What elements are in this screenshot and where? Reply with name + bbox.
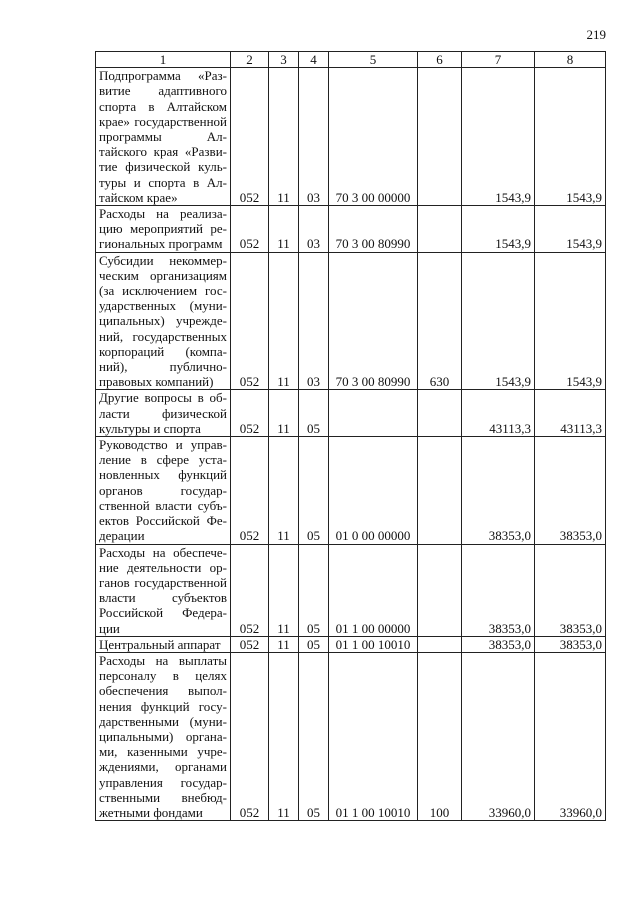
column-header: 6	[418, 52, 462, 68]
amount-col-8: 1543,9	[535, 252, 606, 390]
column-header: 5	[329, 52, 418, 68]
amount-col-7: 1543,9	[462, 68, 535, 206]
section-code: 11	[269, 652, 299, 820]
target-article-code: 70 3 00 00000	[329, 68, 418, 206]
target-article-code: 70 3 00 80990	[329, 252, 418, 390]
subsection-code: 03	[299, 68, 329, 206]
table-row	[96, 652, 606, 820]
amount-col-8: 38353,0	[535, 437, 606, 544]
section-code: 11	[269, 390, 299, 437]
row-name: Субсидии некоммерческим организациям (за исключением государственных (муниципальных) учреждений, государственных корпораций (компаний), публично-правовых компаний)	[96, 252, 231, 390]
expense-type-code	[418, 437, 462, 544]
target-article-code: 01 1 00 00000	[329, 544, 418, 636]
budget-table	[95, 51, 606, 821]
amount-col-8: 1543,9	[535, 206, 606, 253]
header-row	[96, 52, 606, 68]
amount-col-7: 1543,9	[462, 252, 535, 390]
expense-type-code: 100	[418, 652, 462, 820]
table-row	[96, 544, 606, 636]
section-code: 11	[269, 252, 299, 390]
table-row	[96, 636, 606, 652]
expense-type-code	[418, 68, 462, 206]
subsection-code: 05	[299, 636, 329, 652]
grbs-code: 052	[231, 206, 269, 253]
grbs-code: 052	[231, 544, 269, 636]
amount-col-7: 1543,9	[462, 206, 535, 253]
amount-col-7: 38353,0	[462, 636, 535, 652]
section-code: 11	[269, 636, 299, 652]
expense-type-code	[418, 544, 462, 636]
grbs-code: 052	[231, 252, 269, 390]
column-header: 8	[535, 52, 606, 68]
grbs-code: 052	[231, 437, 269, 544]
column-header: 7	[462, 52, 535, 68]
amount-col-7: 33960,0	[462, 652, 535, 820]
row-name: Руководство и управление в сфере установленных функций органов государственной власти субъектов Российской Федерации	[96, 437, 231, 544]
subsection-code: 05	[299, 544, 329, 636]
row-name: Подпрограмма «Развитие адаптивного спорта в Алтайском крае» государственной программы Алтайского края «Развитие физической культуры и спорта в Алтайском крае»	[96, 68, 231, 206]
amount-col-7: 43113,3	[462, 390, 535, 437]
grbs-code: 052	[231, 636, 269, 652]
amount-col-8: 43113,3	[535, 390, 606, 437]
subsection-code: 03	[299, 206, 329, 253]
section-code: 11	[269, 437, 299, 544]
table-row	[96, 252, 606, 390]
table-row	[96, 390, 606, 437]
column-header: 4	[299, 52, 329, 68]
expense-type-code	[418, 390, 462, 437]
page-number: 219	[586, 27, 606, 42]
subsection-code: 05	[299, 390, 329, 437]
target-article-code: 01 1 00 10010	[329, 636, 418, 652]
row-name: Расходы на обеспечение деятельности органов государственной власти субъектов Российской Федерации	[96, 544, 231, 636]
amount-col-8: 38353,0	[535, 544, 606, 636]
row-name: Другие вопросы в области физической культуры и спорта	[96, 390, 231, 437]
table-row	[96, 437, 606, 544]
section-code: 11	[269, 68, 299, 206]
grbs-code: 052	[231, 68, 269, 206]
target-article-code: 01 1 00 10010	[329, 652, 418, 820]
grbs-code: 052	[231, 390, 269, 437]
amount-col-8: 1543,9	[535, 68, 606, 206]
amount-col-7: 38353,0	[462, 544, 535, 636]
column-header: 3	[269, 52, 299, 68]
target-article-code: 70 3 00 80990	[329, 206, 418, 253]
row-name: Расходы на реализацию мероприятий региональных программ	[96, 206, 231, 253]
row-name: Центральный аппарат	[96, 636, 231, 652]
table-row	[96, 68, 606, 206]
subsection-code: 05	[299, 437, 329, 544]
table-row	[96, 206, 606, 253]
column-header: 1	[96, 52, 231, 68]
amount-col-8: 33960,0	[535, 652, 606, 820]
subsection-code: 03	[299, 252, 329, 390]
grbs-code: 052	[231, 652, 269, 820]
target-article-code: 01 0 00 00000	[329, 437, 418, 544]
expense-type-code	[418, 206, 462, 253]
expense-type-code: 630	[418, 252, 462, 390]
amount-col-7: 38353,0	[462, 437, 535, 544]
row-name: Расходы на выплаты персоналу в целях обеспечения выполнения функций государственными (муниципальными) органами, казенными учреждениями, органами управления государственными внебюджетными фондами	[96, 652, 231, 820]
column-header: 2	[231, 52, 269, 68]
amount-col-8: 38353,0	[535, 636, 606, 652]
section-code: 11	[269, 544, 299, 636]
expense-type-code	[418, 636, 462, 652]
subsection-code: 05	[299, 652, 329, 820]
target-article-code	[329, 390, 418, 437]
section-code: 11	[269, 206, 299, 253]
